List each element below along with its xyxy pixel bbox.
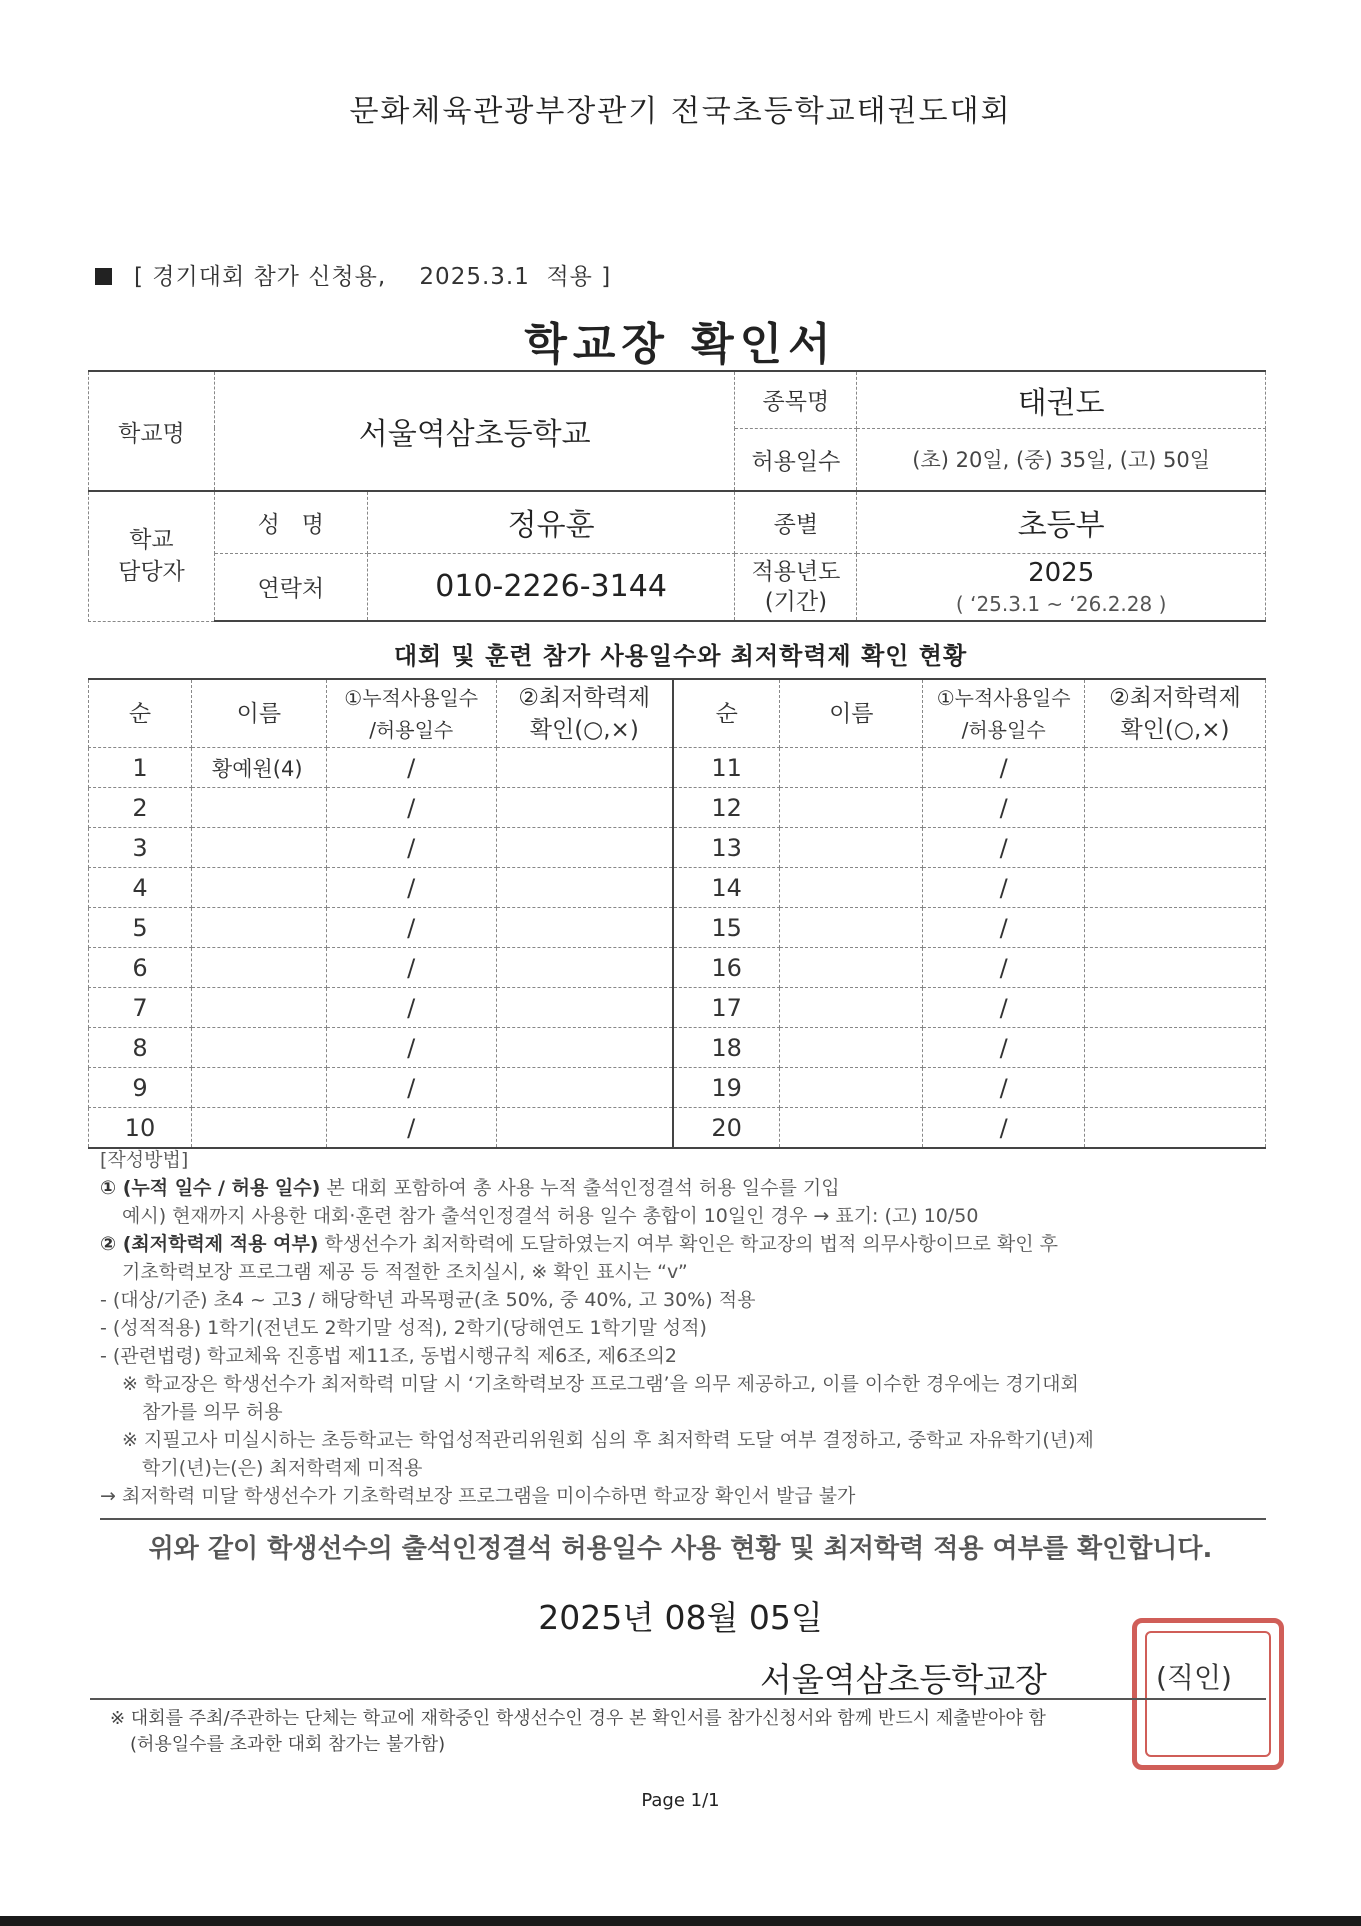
header-check-2: ②최저학력제 확인(○,×) (1085, 679, 1266, 748)
year-cell (857, 553, 1266, 621)
header-check: ②최저학력제 확인(○,×) (496, 679, 673, 748)
athlete-name (780, 988, 923, 1028)
row-number: 6 (89, 948, 192, 988)
check-cell (496, 788, 673, 828)
days-cell: / (326, 1068, 496, 1108)
school-name-value: 서울역삼초등학교 (214, 371, 735, 491)
row-number: 17 (673, 988, 780, 1028)
athlete-name (780, 908, 923, 948)
days-cell: / (923, 1028, 1085, 1068)
check-cell (1085, 1068, 1266, 1108)
instruction-2: ② (최저학력제 적용 여부) 학생선수가 최저학력에 도달하였는지 여부 확인은 학교장의 법적 의무사항이므로 확인 후 (100, 1233, 1058, 1255)
header-days: ①누적사용일수 /허용일수 (326, 679, 496, 748)
days-cell: / (326, 1108, 496, 1149)
note-1-cont: 참가를 의무 허용 (142, 1401, 283, 1423)
check-cell (1085, 748, 1266, 788)
athlete-name (780, 1108, 923, 1149)
header-no-2: 순 (673, 679, 780, 748)
principal-title: 서울역삼초등학교장 (760, 1660, 1047, 1699)
section-title: 대회 및 훈련 참가 사용일수와 최저학력제 확인 현황 (393, 642, 968, 670)
days-cell: / (326, 988, 496, 1028)
row-number: 20 (673, 1108, 780, 1149)
check-cell (1085, 828, 1266, 868)
check-cell (1085, 1108, 1266, 1149)
table-row (89, 988, 1266, 1028)
table-row (89, 748, 1266, 788)
manager-name-value: 정유훈 (367, 491, 735, 553)
days-cell: / (923, 988, 1085, 1028)
header-name-2: 이름 (780, 679, 923, 748)
athlete-name (191, 868, 326, 908)
days-cell: / (923, 868, 1085, 908)
year-label: 적용년도 (기간) (735, 553, 857, 621)
days-cell: / (326, 1028, 496, 1068)
allowed-days-value: (초) 20일, (중) 35일, (고) 50일 (857, 428, 1266, 491)
athlete-name (191, 828, 326, 868)
athlete-name (191, 908, 326, 948)
days-cell: / (923, 828, 1085, 868)
athlete-name (780, 868, 923, 908)
check-cell (1085, 1028, 1266, 1068)
row-number: 2 (89, 788, 192, 828)
note-2-cont: 학기(년)는(은) 최저학력제 미적용 (142, 1457, 423, 1479)
check-cell (1085, 788, 1266, 828)
table-row (89, 948, 1266, 988)
check-cell (1085, 868, 1266, 908)
row-number: 14 (673, 868, 780, 908)
detail-target: - (대상/기준) 초4 ~ 고3 / 해당학년 과목평균(초 50%, 중 40%, 고 30%) 적용 (100, 1289, 756, 1311)
year-value: 2025 (1028, 557, 1095, 588)
square-bullet-icon (95, 268, 112, 285)
athlete-name (191, 1068, 326, 1108)
check-cell (1085, 908, 1266, 948)
contact-value: 010-2226-3144 (367, 553, 735, 621)
instructions (100, 1146, 1270, 1520)
school-name-label: 학교명 (89, 371, 215, 491)
row-number: 12 (673, 788, 780, 828)
check-cell (496, 1068, 673, 1108)
allowed-days-label: 허용일수 (735, 428, 857, 491)
table-row (89, 908, 1266, 948)
days-cell: / (326, 788, 496, 828)
days-cell: / (326, 908, 496, 948)
check-cell (496, 1108, 673, 1149)
detail-grades: - (성적적용) 1학기(전년도 2학기말 성적), 2학기(당해연도 1학기말 성적) (100, 1317, 707, 1339)
athlete-name (780, 1028, 923, 1068)
check-cell (496, 1028, 673, 1068)
athlete-table (88, 678, 1266, 1149)
issue-date: 2025년 08월 05일 (538, 1598, 823, 1637)
table-row (89, 788, 1266, 828)
days-cell: / (923, 1108, 1085, 1149)
check-cell (1085, 988, 1266, 1028)
row-number: 8 (89, 1028, 192, 1068)
table-row (89, 828, 1266, 868)
check-cell (496, 828, 673, 868)
table-row (89, 868, 1266, 908)
table-row (89, 1108, 1266, 1149)
sport-label: 종목명 (735, 371, 857, 428)
row-number: 1 (89, 748, 192, 788)
footnote-divider (90, 1698, 1266, 1700)
athlete-name (191, 1028, 326, 1068)
footnote (110, 1706, 1250, 1758)
athlete-name (191, 948, 326, 988)
athlete-name (780, 948, 923, 988)
days-cell: / (923, 908, 1085, 948)
footnote-line-2: (허용일수를 초과한 대회 참가는 불가함) (130, 1734, 446, 1755)
days-cell: / (326, 868, 496, 908)
scan-edge (0, 1916, 1361, 1926)
seal-label: (직인) (1156, 1661, 1232, 1694)
table-row (89, 1068, 1266, 1108)
note-2: ※ 지필고사 미실시하는 초등학교는 학업성적관리위원회 심의 후 최저학력 도달 여부 결정하고, 중학교 자유학기(년)제 (122, 1429, 1094, 1451)
school-info-table (88, 370, 1266, 622)
check-cell (496, 908, 673, 948)
contact-label: 연락처 (214, 553, 367, 621)
note-3: → 최저학력 미달 학생선수가 기초학력보장 프로그램을 미이수하면 학교장 확인서 발급 불가 (100, 1485, 856, 1507)
form-tag (95, 258, 611, 291)
period-value: ( ‘25.3.1 ~ ‘26.2.28 ) (955, 591, 1167, 616)
days-cell: / (923, 1068, 1085, 1108)
row-number: 7 (89, 988, 192, 1028)
row-number: 13 (673, 828, 780, 868)
note-1: ※ 학교장은 학생선수가 최저학력 미달 시 ‘기초학력보장 프로그램’을 의무 제공하고, 이를 이수한 경우에는 경기대회 (122, 1373, 1079, 1395)
athlete-name: 황예원(4) (191, 748, 326, 788)
check-cell (496, 868, 673, 908)
days-cell: / (326, 748, 496, 788)
row-number: 3 (89, 828, 192, 868)
days-cell: / (923, 948, 1085, 988)
row-number: 9 (89, 1068, 192, 1108)
row-number: 19 (673, 1068, 780, 1108)
instruction-1-example: 예시) 현재까지 사용한 대회·훈련 참가 출석인정결석 허용 일수 총합이 10일인 경우 → 표기: (고) 10/50 (122, 1205, 979, 1227)
division-label: 종별 (735, 491, 857, 553)
row-number: 5 (89, 908, 192, 948)
row-number: 4 (89, 868, 192, 908)
header-name: 이름 (191, 679, 326, 748)
manager-label: 학교 담당자 (89, 491, 215, 621)
athlete-name (780, 788, 923, 828)
athlete-name (191, 788, 326, 828)
athlete-name (780, 748, 923, 788)
athlete-name (191, 1108, 326, 1149)
sport-value: 태권도 (857, 371, 1266, 428)
instruction-2-cont: 기초학력보장 프로그램 제공 등 적절한 조치실시, ※ 확인 표시는 “v” (122, 1261, 688, 1283)
days-cell: / (326, 828, 496, 868)
days-cell: / (923, 748, 1085, 788)
row-number: 18 (673, 1028, 780, 1068)
check-cell (496, 748, 673, 788)
manager-name-label: 성 명 (214, 491, 367, 553)
days-cell: / (326, 948, 496, 988)
table-row (89, 1028, 1266, 1068)
division-value: 초등부 (857, 491, 1266, 553)
form-tag-text: [ 경기대회 참가 신청용, 2025.3.1 적용 ] (134, 264, 612, 290)
athlete-name (780, 828, 923, 868)
check-cell (496, 988, 673, 1028)
athlete-name (780, 1068, 923, 1108)
row-number: 11 (673, 748, 780, 788)
document-title: 학교장 확인서 (524, 319, 837, 370)
check-cell (1085, 948, 1266, 988)
detail-law: - (관련법령) 학교체육 진흥법 제11조, 동법시행규칙 제6조, 제6조의2 (100, 1345, 677, 1367)
page-number: Page 1/1 (641, 1790, 720, 1811)
instructions-divider (100, 1518, 1266, 1520)
event-title: 문화체육관광부장관기 전국초등학교태권도대회 (349, 94, 1012, 129)
row-number: 16 (673, 948, 780, 988)
footnote-line-1: ※ 대회를 주최/주관하는 단체는 학교에 재학중인 학생선수인 경우 본 확인서를 참가신청서와 함께 반드시 제출받아야 함 (110, 1708, 1046, 1729)
header-no: 순 (89, 679, 192, 748)
row-number: 15 (673, 908, 780, 948)
header-days-2: ①누적사용일수 /허용일수 (923, 679, 1085, 748)
athlete-name (191, 988, 326, 1028)
days-cell: / (923, 788, 1085, 828)
instruction-1: ① (누적 일수 / 허용 일수) 본 대회 포함하여 총 사용 누적 출석인정결석 허용 일수를 기입 (100, 1177, 840, 1199)
row-number: 10 (89, 1108, 192, 1149)
confirmation-statement: 위와 같이 학생선수의 출석인정결석 허용일수 사용 현황 및 최저학력 적용 여부를 확인합니다. (148, 1534, 1213, 1564)
check-cell (496, 948, 673, 988)
instructions-heading: [작성방법] (100, 1149, 189, 1171)
